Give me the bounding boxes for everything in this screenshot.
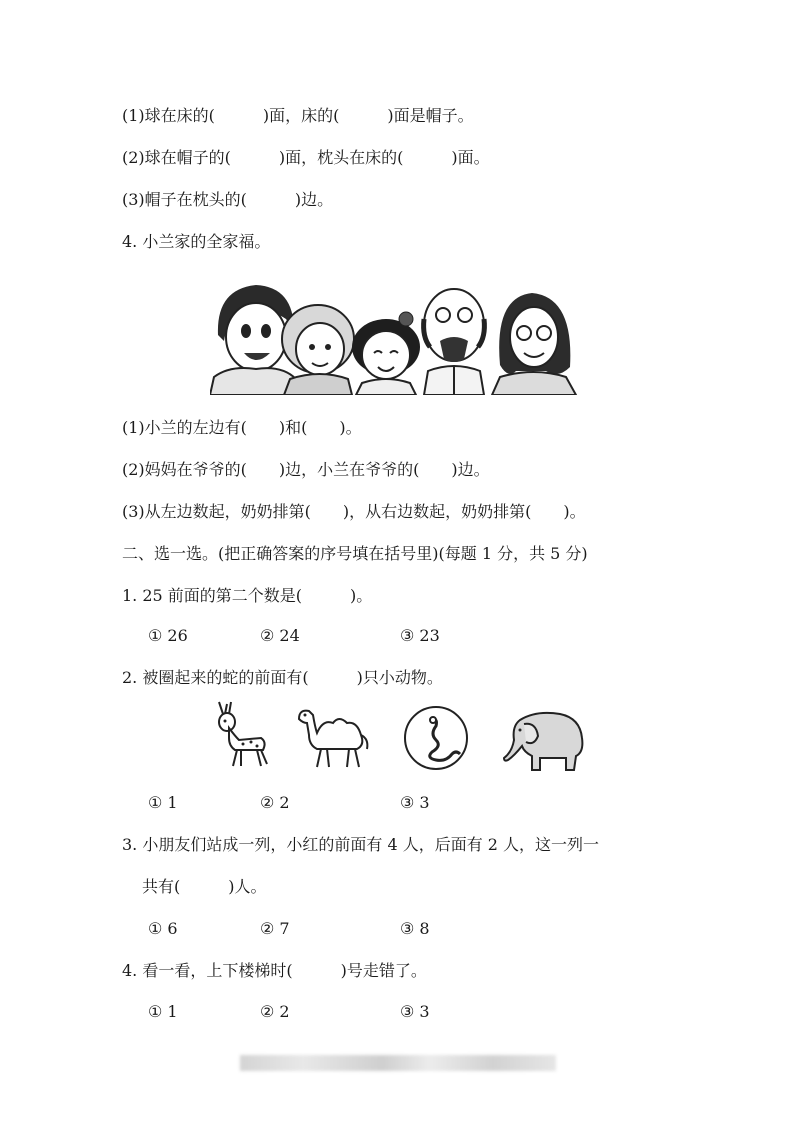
grandma-figure	[282, 305, 354, 395]
q4-line-2: (2)妈妈在爷爷的( )边，小兰在爷爷的( )边。	[122, 460, 490, 479]
grandpa-figure	[424, 289, 485, 395]
q3-option-2[interactable]: ② 7	[260, 919, 290, 938]
q4b-option-3[interactable]: ③ 3	[400, 1002, 430, 1021]
q3-text-cont: 共有( )人。	[142, 877, 267, 896]
section2-heading: 二、选一选。(把正确答案的序号填在括号里)(每题 1 分，共 5 分)	[122, 544, 588, 563]
q4-line-3: (3)从左边数起，奶奶排第( )，从右边数起，奶奶排第( )。	[122, 502, 586, 521]
q4b-option-1[interactable]: ① 1	[148, 1002, 178, 1021]
snake-circled-icon	[402, 704, 470, 772]
q2-option-1[interactable]: ① 1	[148, 793, 178, 812]
q3-option-1[interactable]: ① 6	[148, 919, 178, 938]
top-line-1: (1)球在床的( )面，床的( )面是帽子。	[122, 106, 474, 125]
camel-icon	[295, 705, 371, 771]
top-line-2: (2)球在帽子的( )面，枕头在床的( )面。	[122, 148, 490, 167]
q1-text: 1. 25 前面的第二个数是( )。	[122, 586, 373, 605]
q1-option-2[interactable]: ② 24	[260, 626, 300, 645]
q4b-text: 4. 看一看，上下楼梯时( )号走错了。	[122, 961, 427, 980]
q3-text: 3. 小朋友们站成一列，小红的前面有 4 人，后面有 2 人，这一列一	[122, 835, 600, 854]
q4-title: 4. 小兰家的全家福。	[122, 232, 271, 251]
q2-option-3[interactable]: ③ 3	[400, 793, 430, 812]
q4-line-1: (1)小兰的左边有( )和( )。	[122, 418, 362, 437]
q2-option-2[interactable]: ② 2	[260, 793, 290, 812]
q3-option-3[interactable]: ③ 8	[400, 919, 430, 938]
family-photo	[210, 275, 586, 395]
q1-option-1[interactable]: ① 26	[148, 626, 188, 645]
q4b-option-2[interactable]: ② 2	[260, 1002, 290, 1021]
q2-text: 2. 被圈起来的蛇的前面有( )只小动物。	[122, 668, 443, 687]
top-line-3: (3)帽子在枕头的( )边。	[122, 190, 334, 209]
blurred-footer	[240, 1055, 556, 1071]
deer-icon	[205, 700, 271, 770]
elephant-icon	[496, 708, 588, 774]
q1-option-3[interactable]: ③ 23	[400, 626, 440, 645]
